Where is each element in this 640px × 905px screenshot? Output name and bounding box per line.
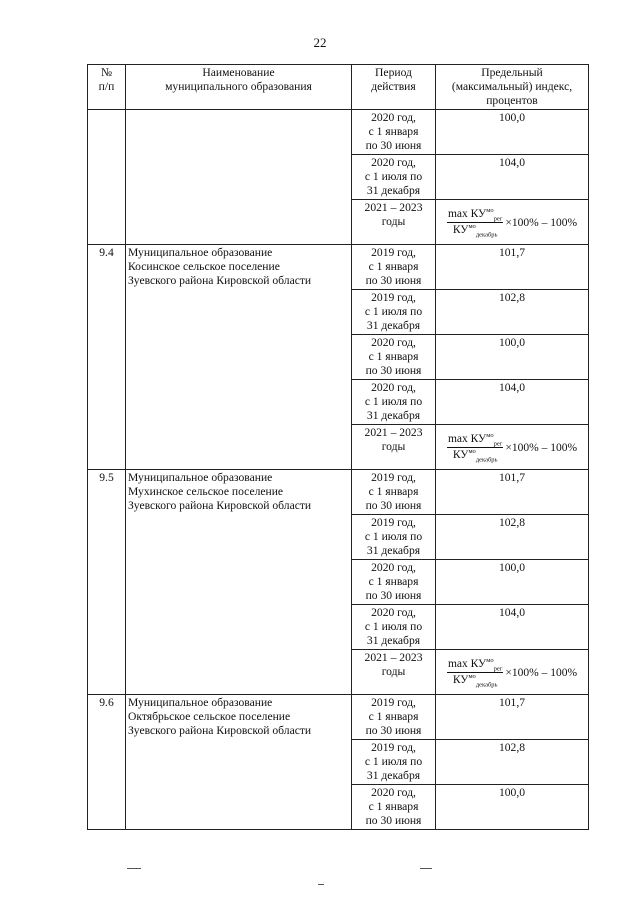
formula-numerator: $\max КУ^{мо}_{рег}$ — [447, 207, 503, 223]
table-body — [88, 110, 589, 830]
formula-fraction — [447, 208, 503, 237]
index-formula — [447, 658, 577, 687]
index-value-cell: 102,8 — [436, 515, 589, 560]
period-cell: 2020 год, с 1 июля по 31 декабря — [352, 155, 436, 200]
scan-mark — [420, 868, 432, 869]
header-name: Наименование муниципального образования — [126, 65, 352, 110]
table-row — [88, 470, 589, 515]
period-cell: 2021 – 2023 годы — [352, 425, 436, 470]
header-period: Период действия — [352, 65, 436, 110]
formula-numerator: $\max КУ^{мо}_{рег}$ — [447, 432, 503, 448]
formula-rest: ×100% – 100% — [505, 666, 578, 679]
period-cell: 2020 год, с 1 января по 30 июня — [352, 560, 436, 605]
header-num: № п/п — [88, 65, 126, 110]
scan-mark — [127, 868, 141, 869]
index-value-cell: 101,7 — [436, 245, 589, 290]
municipality-name: Муниципальное образование Косинское сельское поселение Зуевского района Кировской области — [126, 245, 352, 470]
period-cell: 2019 год, с 1 января по 30 июня — [352, 470, 436, 515]
name-cell-empty — [126, 110, 352, 245]
tariff-index-table — [87, 64, 589, 830]
scan-mark — [318, 884, 324, 885]
index-value-cell: 100,0 — [436, 110, 589, 155]
formula-rest: ×100% – 100% — [505, 441, 578, 454]
formula-numerator: $\max КУ^{мо}_{рег}$ — [447, 657, 503, 673]
period-cell: 2020 год, с 1 июля по 31 декабря — [352, 605, 436, 650]
index-value-cell: 100,0 — [436, 785, 589, 830]
table-row — [88, 245, 589, 290]
table-row — [88, 695, 589, 740]
municipality-name: Муниципальное образование Октябрьское сельское поселение Зуевского района Кировской области — [126, 695, 352, 830]
index-formula-cell — [436, 650, 589, 695]
page-number: 22 — [313, 35, 327, 50]
formula-denominator: $КУ^{мо}_{декабрь}$ — [452, 448, 498, 464]
period-cell: 2021 – 2023 годы — [352, 200, 436, 245]
period-cell: 2019 год, с 1 января по 30 июня — [352, 695, 436, 740]
index-value-cell: 104,0 — [436, 380, 589, 425]
index-formula-cell — [436, 200, 589, 245]
period-cell: 2020 год, с 1 июля по 31 декабря — [352, 380, 436, 425]
index-value-cell: 101,7 — [436, 470, 589, 515]
period-cell: 2020 год, с 1 января по 30 июня — [352, 785, 436, 830]
period-cell: 2019 год, с 1 июля по 31 декабря — [352, 740, 436, 785]
period-cell: 2021 – 2023 годы — [352, 650, 436, 695]
period-cell: 2019 год, с 1 июля по 31 декабря — [352, 515, 436, 560]
index-value-cell: 100,0 — [436, 560, 589, 605]
header-index: Предельный (максимальный) индекс, процентов — [436, 65, 589, 110]
table-header-row — [88, 65, 589, 110]
period-cell: 2019 год, с 1 июля по 31 декабря — [352, 290, 436, 335]
index-value-cell: 104,0 — [436, 155, 589, 200]
index-formula — [447, 208, 577, 237]
formula-denominator: $КУ^{мо}_{декабрь}$ — [452, 673, 498, 689]
index-value-cell: 104,0 — [436, 605, 589, 650]
index-value-cell: 101,7 — [436, 695, 589, 740]
table-row — [88, 110, 589, 155]
period-cell: 2020 год, с 1 января по 30 июня — [352, 110, 436, 155]
municipality-name: Муниципальное образование Мухинское сельское поселение Зуевского района Кировской области — [126, 470, 352, 695]
formula-denominator: $КУ^{мо}_{декабрь}$ — [452, 223, 498, 239]
formula-fraction — [447, 658, 503, 687]
index-value-cell: 100,0 — [436, 335, 589, 380]
num-cell-empty — [88, 110, 126, 245]
index-value-cell: 102,8 — [436, 290, 589, 335]
formula-fraction — [447, 433, 503, 462]
period-cell: 2019 год, с 1 января по 30 июня — [352, 245, 436, 290]
period-cell: 2020 год, с 1 января по 30 июня — [352, 335, 436, 380]
index-value-cell: 102,8 — [436, 740, 589, 785]
row-number: 9.6 — [88, 695, 126, 830]
index-formula-cell — [436, 425, 589, 470]
row-number: 9.4 — [88, 245, 126, 470]
index-formula — [447, 433, 577, 462]
formula-rest: ×100% – 100% — [505, 216, 578, 229]
row-number: 9.5 — [88, 470, 126, 695]
